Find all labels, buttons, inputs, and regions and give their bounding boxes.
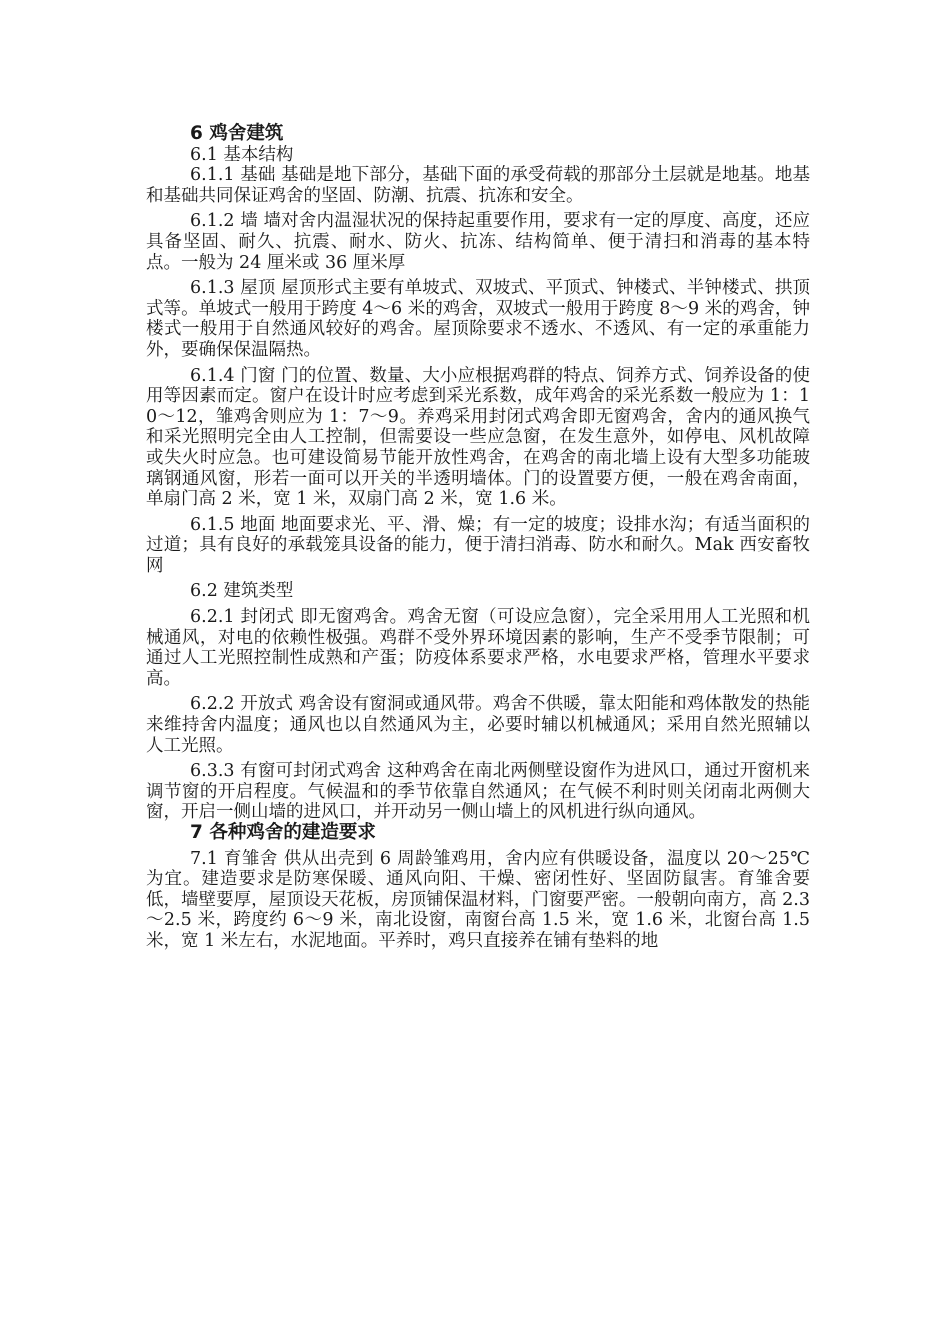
paragraph-foundation: 6.1.1 基础 基础是地下部分，基础下面的承受荷载的那部分土层就是地基。地基和基础共同保证鸡舍的坚固、防潮、抗震、抗冻和安全。: [146, 165, 810, 206]
chapter-heading-6: 6 鸡舍建筑: [190, 123, 284, 144]
paragraph-floor: 6.1.5 地面 地面要求光、平、滑、燥；有一定的坡度；设排水沟；有适当面积的过道；具有良好的承载笼具设备的能力，便于清扫消毒、防水和耐久。Mak 西安畜牧网: [146, 514, 810, 576]
paragraph-brooding-house: 7.1 育雏舍 供从出壳到 6 周龄雏鸡用，舍内应有供暖设备，温度以 20～25℃为宜。建造要求是防寒保暖、通风向阳、干燥、密闭性好、坚固防鼠害。育雏舍要低，墙壁要厚，屋顶设天花板，房顶铺保温材料，门窗要严密。一般朝向南方，高 2.3～2.5 米，跨度约 6～9 米，南北设窗，南窗台高 1.5 米，宽 1.6 米，北窗台高 1.5 米，宽 1 米左右，水泥地面。平养时，鸡只直接养在铺有垫料的地: [146, 848, 810, 951]
document-page: [146, 124, 810, 952]
paragraph-roof: 6.1.3 屋顶 屋顶形式主要有单坡式、双坡式、平顶式、钟楼式、半钟楼式、拱顶式等。单坡式一般用于跨度 4～6 米的鸡舍，双坡式一般用于跨度 8～9 米的鸡舍，钟楼式一般用于自然通风较好的鸡舍。屋顶除要求不透水、不透风、有一定的承重能力外，要确保保温隔热。: [146, 278, 810, 360]
paragraph-open-type: 6.2.2 开放式 鸡舍设有窗洞或通风带。鸡舍不供暖，靠太阳能和鸡体散发的热能来维持舍内温度；通风也以自然通风为主，必要时辅以机械通风；采用自然光照辅以人工光照。: [146, 694, 810, 756]
chapter-heading-7: 7 各种鸡舍的建造要求: [190, 822, 376, 843]
paragraph-doors-windows: 6.1.4 门窗 门的位置、数量、大小应根据鸡群的特点、饲养方式、饲养设备的使用等因素而定。窗户在设计时应考虑到采光系数，成年鸡舍的采光系数一般应为 1：10～12，雏鸡舍则应为 1：7～9。养鸡采用封闭式鸡舍即无窗鸡舍，舍内的通风换气和采光照明完全由人工控制，但需要设一些应急窗，在发生意外，如停电、风机故障或失火时应急。也可建设简易节能开放性鸡舍，在鸡舍的南北墙上设有大型多功能玻璃钢通风窗，形若一面可以开关的半透明墙体。门的设置要方便，一般在鸡舍南面，单扇门高 2 米，宽 1 米，双扇门高 2 米，宽 1.6 米。: [146, 365, 810, 510]
paragraph-window-closable-type: 6.3.3 有窗可封闭式鸡舍 这种鸡舍在南北两侧壁设窗作为进风口，通过开窗机来调节窗的开启程度。气候温和的季节依靠自然通风；在气候不利时则关闭南北两侧大窗，开启一侧山墙的进风口，并开动另一侧山墙上的风机进行纵向通风。: [146, 761, 810, 823]
section-label-6-2: 6.2 建筑类型: [190, 581, 294, 602]
paragraph-closed-type: 6.2.1 封闭式 即无窗鸡舍。鸡舍无窗（可设应急窗），完全采用用人工光照和机械通风，对电的依赖性极强。鸡群不受外界环境因素的影响，生产不受季节限制；可通过人工光照控制性成熟和产蛋；防疫体系要求严格，水电要求严格，管理水平要求高。: [146, 607, 810, 689]
paragraph-wall: 6.1.2 墙 墙对舍内温湿状况的保持起重要作用，要求有一定的厚度、高度，还应具备坚固、耐久、抗震、耐水、防火、抗冻、结构简单、便于清扫和消毒的基本特点。一般为 24 厘米或 36 厘米厚: [146, 211, 810, 273]
section-label-6-1: 6.1 基本结构: [190, 144, 294, 165]
